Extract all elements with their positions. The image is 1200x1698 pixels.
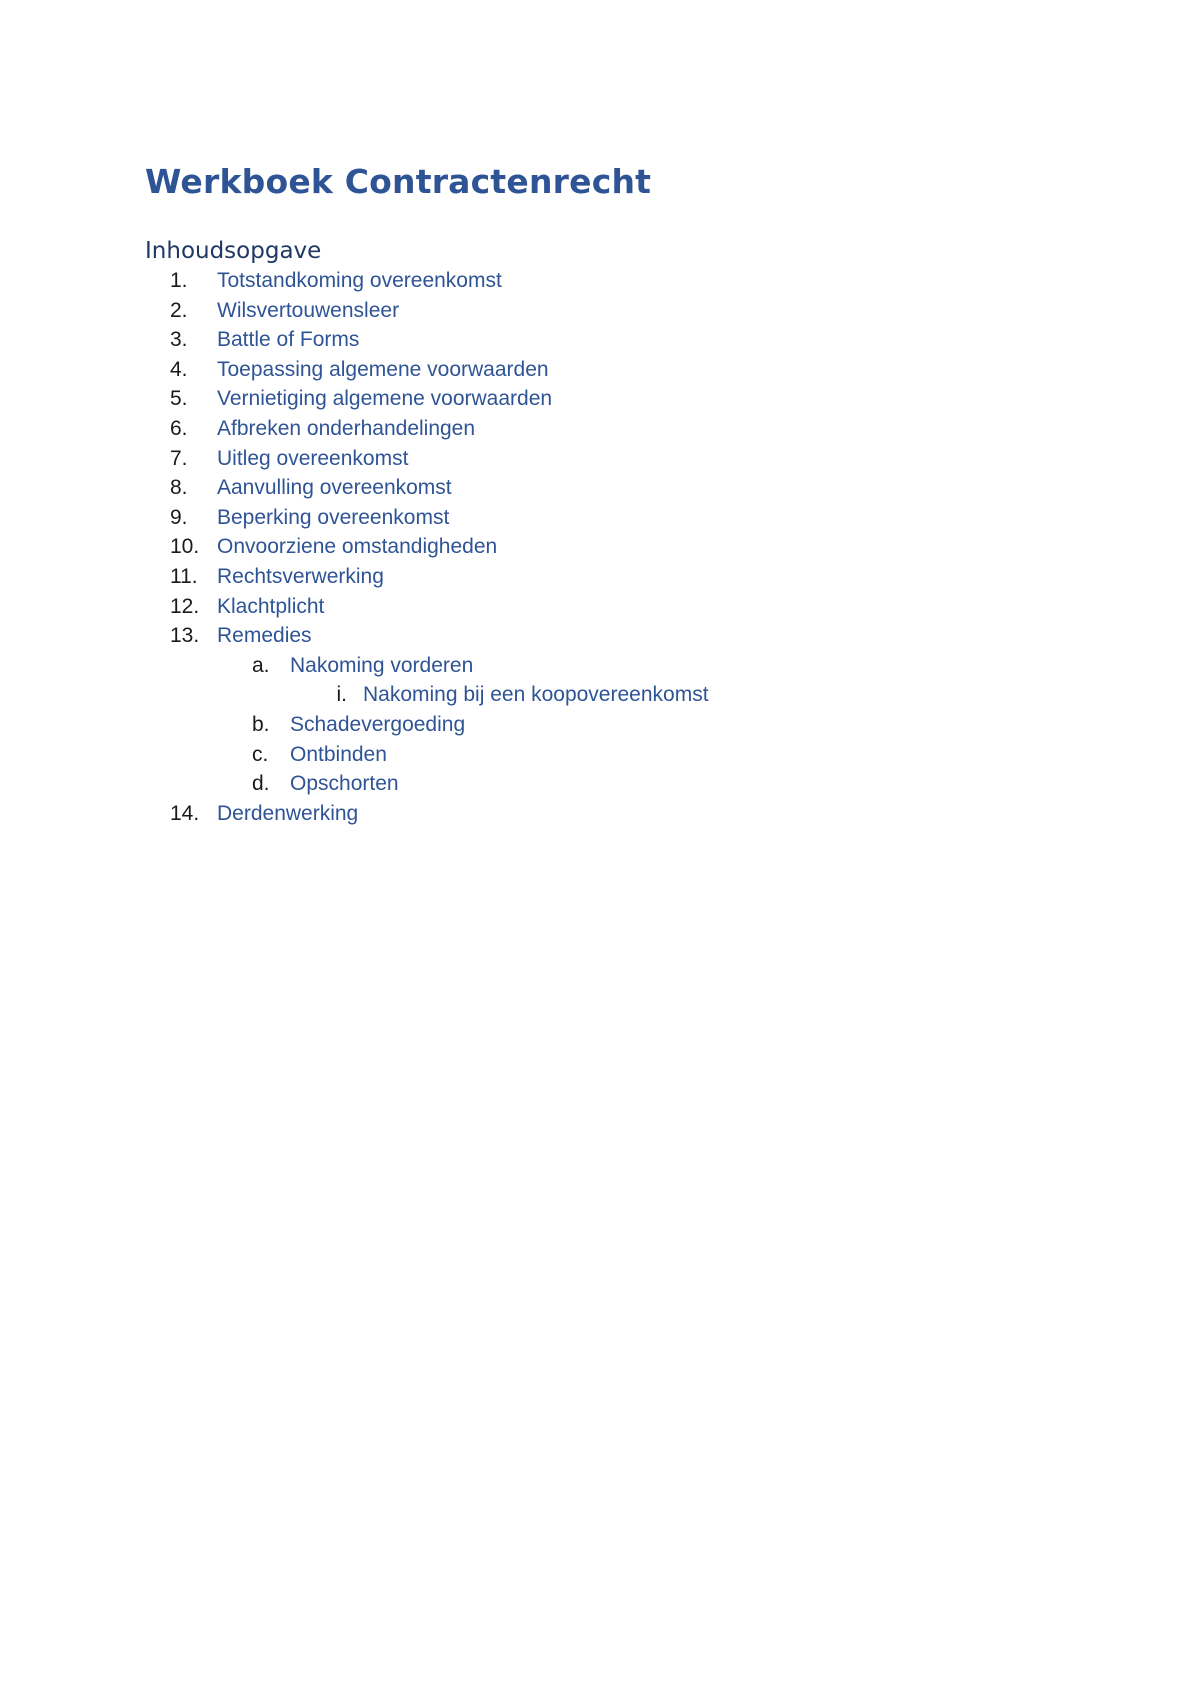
toc-link-battle-of-forms[interactable]: Battle of Forms — [217, 328, 360, 352]
toc-link-toepassing-algemene-voorwaarden[interactable]: Toepassing algemene voorwaarden — [217, 357, 549, 381]
toc-entry-number: 1. — [170, 269, 188, 292]
toc-subentry — [0, 651, 1200, 681]
toc-entry — [0, 621, 1200, 651]
toc-entry — [0, 503, 1200, 533]
toc-subentry — [0, 710, 1200, 740]
toc-subentry — [0, 740, 1200, 770]
toc-entry — [0, 325, 1200, 355]
toc-entry-number: c. — [252, 742, 269, 766]
toc-entry-number: 5. — [170, 387, 188, 411]
table-of-contents — [0, 266, 1200, 828]
toc-entry-number: 11. — [170, 564, 198, 588]
toc-link-beperking-overeenkomst[interactable]: Beperking overeenkomst — [217, 505, 450, 529]
toc-entry-number: d. — [252, 772, 270, 796]
toc-entry-number: 14. — [170, 801, 200, 825]
toc-link-vernietiging-algemene-voorwaarden[interactable]: Vernietiging algemene voorwaarden — [217, 387, 553, 411]
toc-entry-number: 7. — [170, 446, 188, 470]
toc-entry — [0, 296, 1200, 326]
toc-link-nakoming-bij-een-koopovereenkomst[interactable]: Nakoming bij een koopovereenkomst — [363, 683, 709, 707]
toc-entry-number: a. — [252, 653, 270, 677]
toc-link-nakoming-vorderen[interactable]: Nakoming vorderen — [290, 653, 474, 677]
toc-link-wilsvertouwensleer[interactable]: Wilsvertouwensleer — [217, 298, 400, 322]
toc-entry-number: 3. — [170, 328, 188, 352]
toc-entry — [0, 562, 1200, 592]
toc-entry-number: 2. — [170, 298, 188, 322]
toc-entry — [0, 473, 1200, 503]
toc-heading: Inhoudsopgave — [145, 238, 322, 264]
toc-entry — [0, 384, 1200, 414]
toc-entry — [0, 799, 1200, 829]
toc-entry-number: 9. — [170, 505, 188, 529]
toc-entry — [0, 266, 1200, 296]
toc-link-uitleg-overeenkomst[interactable]: Uitleg overeenkomst — [217, 446, 409, 470]
toc-link-aanvulling-overeenkomst[interactable]: Aanvulling overeenkomst — [217, 476, 452, 500]
toc-entry-number: 4. — [170, 357, 188, 381]
toc-entry — [0, 444, 1200, 474]
toc-entry — [0, 592, 1200, 622]
toc-link-totstandkoming-overeenkomst[interactable]: Totstandkoming overeenkomst — [217, 269, 502, 292]
toc-link-schadevergoeding[interactable]: Schadevergoeding — [290, 712, 466, 736]
toc-entry-number: b. — [252, 712, 270, 736]
toc-link-onvoorziene-omstandigheden[interactable]: Onvoorziene omstandigheden — [217, 535, 498, 559]
toc-link-remedies[interactable]: Remedies — [217, 624, 312, 648]
toc-link-rechtsverwerking[interactable]: Rechtsverwerking — [217, 564, 384, 588]
toc-link-opschorten[interactable]: Opschorten — [290, 772, 399, 796]
toc-entry — [0, 532, 1200, 562]
toc-link-afbreken-onderhandelingen[interactable]: Afbreken onderhandelingen — [217, 416, 476, 440]
toc-entry — [0, 355, 1200, 385]
toc-link-ontbinden[interactable]: Ontbinden — [290, 742, 387, 766]
toc-entry-number: 12. — [170, 594, 200, 618]
toc-subentry — [0, 769, 1200, 799]
toc-link-derdenwerking[interactable]: Derdenwerking — [217, 801, 359, 825]
toc-link-klachtplicht[interactable]: Klachtplicht — [217, 594, 325, 618]
toc-entry-number: 8. — [170, 476, 188, 500]
document-title: Werkboek Contractenrecht — [145, 162, 652, 201]
toc-subsubentry — [0, 680, 1200, 710]
toc-entry-number: 10. — [170, 535, 200, 559]
toc-entry-number: i. — [336, 683, 347, 707]
toc-entry-number: 6. — [170, 416, 188, 440]
toc-entry — [0, 414, 1200, 444]
toc-entry-number: 13. — [170, 624, 200, 648]
